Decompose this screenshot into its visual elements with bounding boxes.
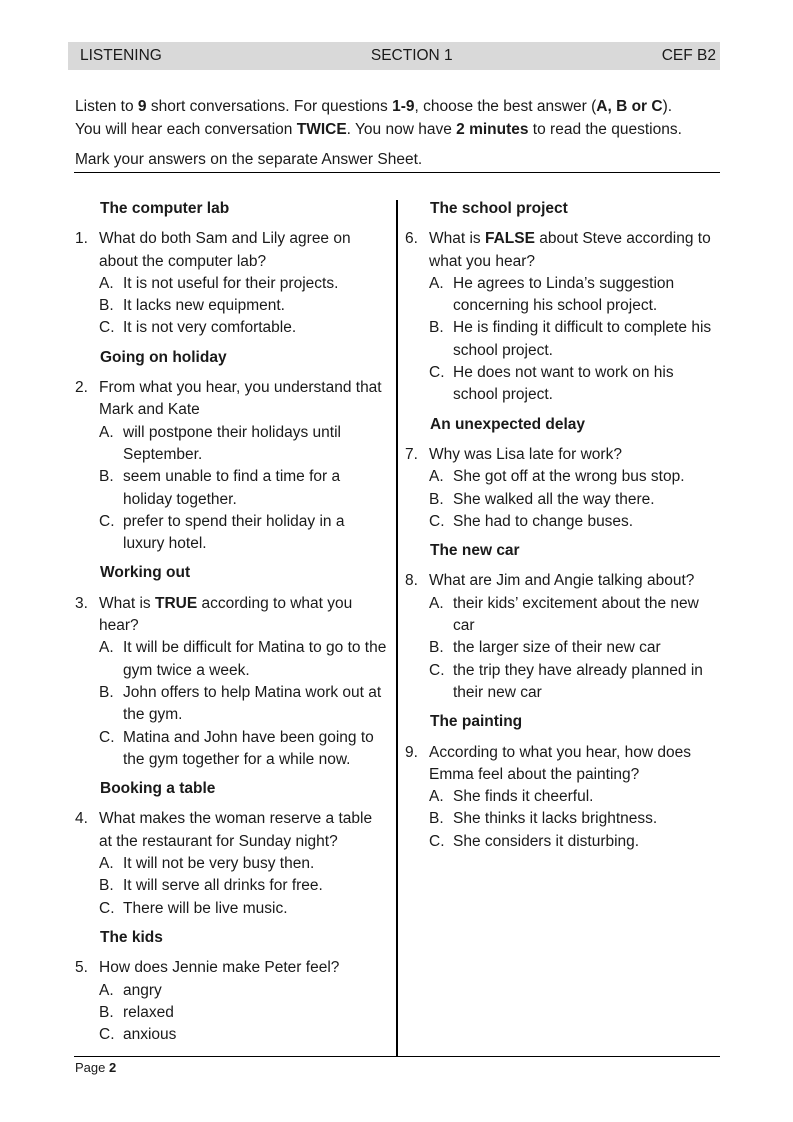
section-title: The computer lab [100, 200, 230, 217]
option-a: A. their kids’ excitement about the new car [429, 594, 699, 635]
question-3 [75, 593, 387, 771]
option-a: A. It will be difficult for Matina to go to the gym twice a week. [99, 639, 387, 679]
option-c: C. There will be live music. [99, 899, 288, 917]
question-number: 5. [75, 959, 88, 977]
question-text: According to what you hear, how does Emma feel about the painting? [429, 743, 691, 783]
section-title: Working out [100, 564, 191, 582]
bottom-divider [74, 1056, 720, 1057]
section-title: Going on holiday [100, 348, 227, 366]
option-a: A. He agrees to Linda’s suggestion concerning his school project. [429, 274, 675, 315]
option-b: B. It lacks new equipment. [99, 297, 285, 315]
option-c: C. He does not want to work on his school project. [429, 364, 674, 404]
section-title: The new car [430, 542, 520, 560]
option-a: A. will postpone their holidays until September. [99, 423, 341, 463]
question-number: 8. [405, 572, 418, 590]
option-b: B. She walked all the way there. [429, 490, 655, 508]
question-2 [75, 377, 387, 555]
question-text: What is FALSE about Steve according to what you hear? [429, 230, 711, 270]
question-1 [75, 228, 387, 339]
question-number: 6. [405, 230, 418, 248]
option-a: A. She got off at the wrong bus stop. [429, 468, 685, 486]
question-text: From what you hear, you understand that Mark and Kate [99, 379, 382, 419]
option-a: A. It will not be very busy then. [99, 855, 315, 873]
question-number: 3. [75, 594, 88, 612]
question-number: 7. [405, 445, 418, 463]
section-title: An unexpected delay [430, 415, 586, 433]
option-c: C. Matina and John have been going to the gym together for a while now. [99, 728, 374, 768]
option-c: C. She considers it disturbing. [429, 832, 640, 850]
option-a: A. angry [99, 981, 162, 999]
question-6 [405, 228, 720, 406]
right-column [405, 198, 720, 860]
instructions [75, 96, 720, 172]
option-c: C. the trip they have already planned in their new car [429, 661, 703, 701]
question-number: 1. [75, 230, 88, 248]
option-b: B. She thinks it lacks brightness. [429, 810, 658, 828]
question-number: 4. [75, 810, 88, 828]
section-title: Booking a table [100, 780, 216, 798]
header-level: CEF B2 [661, 47, 716, 64]
option-a: A. It is not useful for their projects. [99, 274, 339, 292]
question-8 [405, 570, 720, 704]
question-text: What do both Sam and Lily agree on about the computer lab? [99, 230, 351, 270]
page-number: Page 2 [75, 1060, 117, 1075]
header-listening: LISTENING [80, 47, 162, 64]
question-5 [75, 957, 387, 1046]
instruction-line-1: Listen to 9 short conversations. For questions 1-9, choose the best answer (A, B or C). [75, 98, 673, 115]
question-number: 9. [405, 743, 418, 761]
question-text: How does Jennie make Peter feel? [99, 959, 340, 977]
question-text: What is TRUE according to what you hear? [99, 594, 353, 635]
header-section: SECTION 1 [370, 47, 453, 64]
question-7 [405, 444, 720, 533]
option-b: B. relaxed [99, 1003, 174, 1021]
option-b: B. It will serve all drinks for free. [99, 877, 323, 895]
page-header [68, 42, 720, 70]
option-a: A. She finds it cheerful. [429, 788, 594, 806]
question-number: 2. [75, 379, 88, 397]
question-4 [75, 808, 387, 919]
section-title: The kids [100, 928, 163, 946]
top-divider [74, 172, 720, 173]
option-c: C. It is not very comfortable. [99, 319, 297, 337]
question-text: Why was Lisa late for work? [429, 445, 622, 463]
option-c: C. anxious [99, 1026, 177, 1044]
section-title: The school project [430, 200, 568, 217]
instruction-line-2: You will hear each conversation TWICE. You now have 2 minutes to read the questions. [75, 120, 682, 138]
column-divider [396, 200, 398, 1057]
option-b: B. the larger size of their new car [429, 639, 661, 657]
instruction-line-3: Mark your answers on the separate Answer Sheet. [75, 151, 423, 168]
option-b: B. John offers to help Matina work out at the gym. [99, 683, 382, 724]
question-9 [405, 742, 720, 853]
option-c: C. She had to change buses. [429, 512, 634, 530]
option-b: B. He is finding it difficult to complete his school project. [429, 319, 712, 359]
option-c: C. prefer to spend their holiday in a luxury hotel. [99, 512, 345, 553]
question-text: What are Jim and Angie talking about? [429, 572, 695, 590]
section-title: The painting [430, 713, 523, 731]
question-text: What makes the woman reserve a table at the restaurant for Sunday night? [99, 810, 373, 850]
left-column [75, 198, 387, 1053]
option-b: B. seem unable to find a time for a holiday together. [99, 468, 341, 508]
